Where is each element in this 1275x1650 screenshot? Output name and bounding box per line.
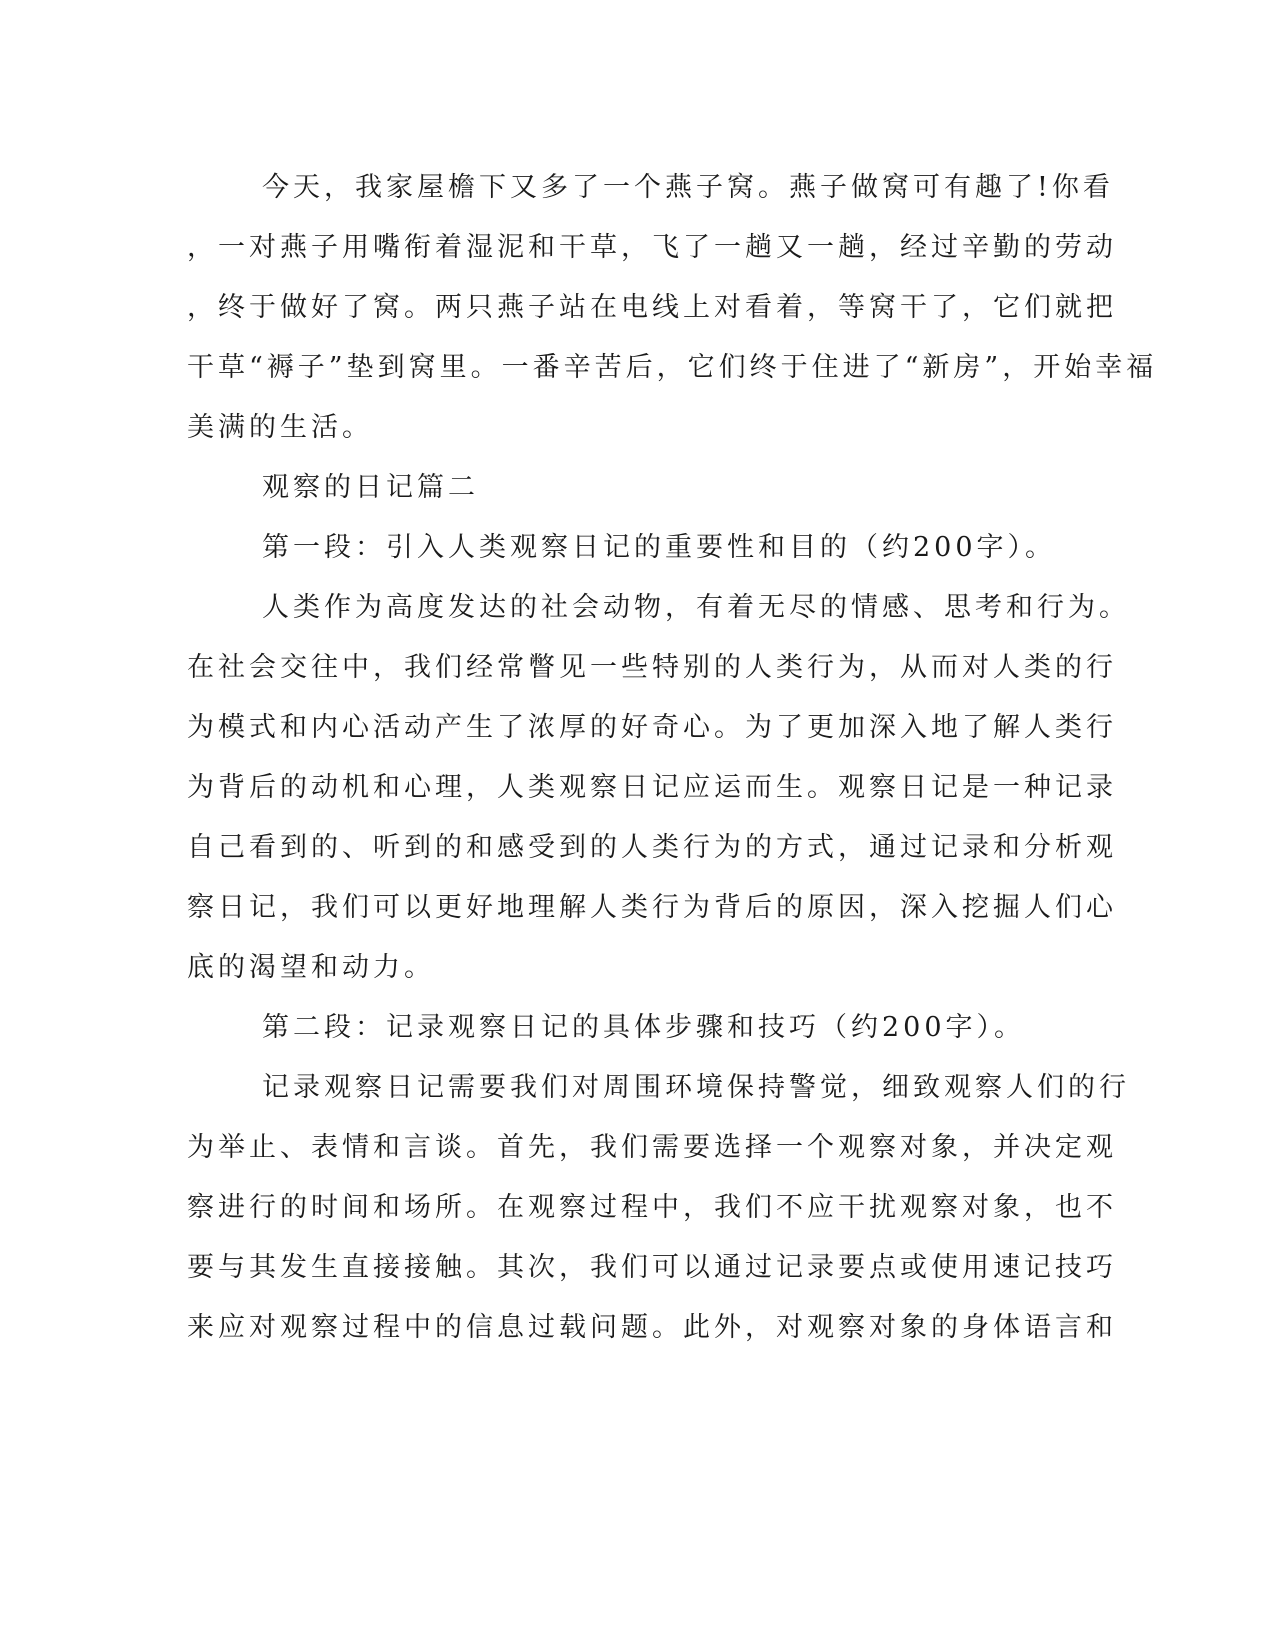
paragraph-line: 记录观察日记需要我们对周围环境保持警觉，细致观察人们的行 <box>262 1072 1130 1103</box>
paragraph-line: ，终于做好了窝。两只燕子站在电线上对看着，等窝干了，它们就把 <box>187 292 1117 323</box>
paragraph-line: 底的渴望和动力。 <box>187 952 435 983</box>
paragraph-line: 干草“褥子”垫到窝里。一番辛苦后，它们终于住进了“新房”，开始幸福 <box>187 352 1158 383</box>
paragraph-line: 人类作为高度发达的社会动物，有着无尽的情感、思考和行为。 <box>262 592 1130 623</box>
paragraph-heading: 第二段：记录观察日记的具体步骤和技巧（约200字）。 <box>262 1012 1026 1043</box>
paragraph-line: 为模式和内心活动产生了浓厚的好奇心。为了更加深入地了解人类行 <box>187 712 1117 743</box>
paragraph-line: ，一对燕子用嘴衔着湿泥和干草，飞了一趟又一趟，经过辛勤的劳动 <box>187 232 1117 263</box>
paragraph-line: 自己看到的、听到的和感受到的人类行为的方式，通过记录和分析观 <box>187 832 1117 863</box>
paragraph-line: 今天，我家屋檐下又多了一个燕子窝。燕子做窝可有趣了!你看 <box>262 172 1114 203</box>
paragraph-line: 在社会交往中，我们经常瞥见一些特别的人类行为，从而对人类的行 <box>187 652 1117 683</box>
paragraph-heading: 第一段：引入人类观察日记的重要性和目的（约200字）。 <box>262 532 1057 563</box>
paragraph-line: 为背后的动机和心理，人类观察日记应运而生。观察日记是一种记录 <box>187 772 1117 803</box>
paragraph-line: 察进行的时间和场所。在观察过程中，我们不应干扰观察对象，也不 <box>187 1192 1117 1223</box>
paragraph-line: 为举止、表情和言谈。首先，我们需要选择一个观察对象，并决定观 <box>187 1132 1117 1163</box>
section-heading: 观察的日记篇二 <box>262 472 479 503</box>
paragraph-line: 美满的生活。 <box>187 412 373 443</box>
paragraph-line: 来应对观察过程中的信息过载问题。此外，对观察对象的身体语言和 <box>187 1312 1117 1343</box>
paragraph-line: 察日记，我们可以更好地理解人类行为背后的原因，深入挖掘人们心 <box>187 892 1117 923</box>
paragraph-line: 要与其发生直接接触。其次，我们可以通过记录要点或使用速记技巧 <box>187 1252 1117 1283</box>
